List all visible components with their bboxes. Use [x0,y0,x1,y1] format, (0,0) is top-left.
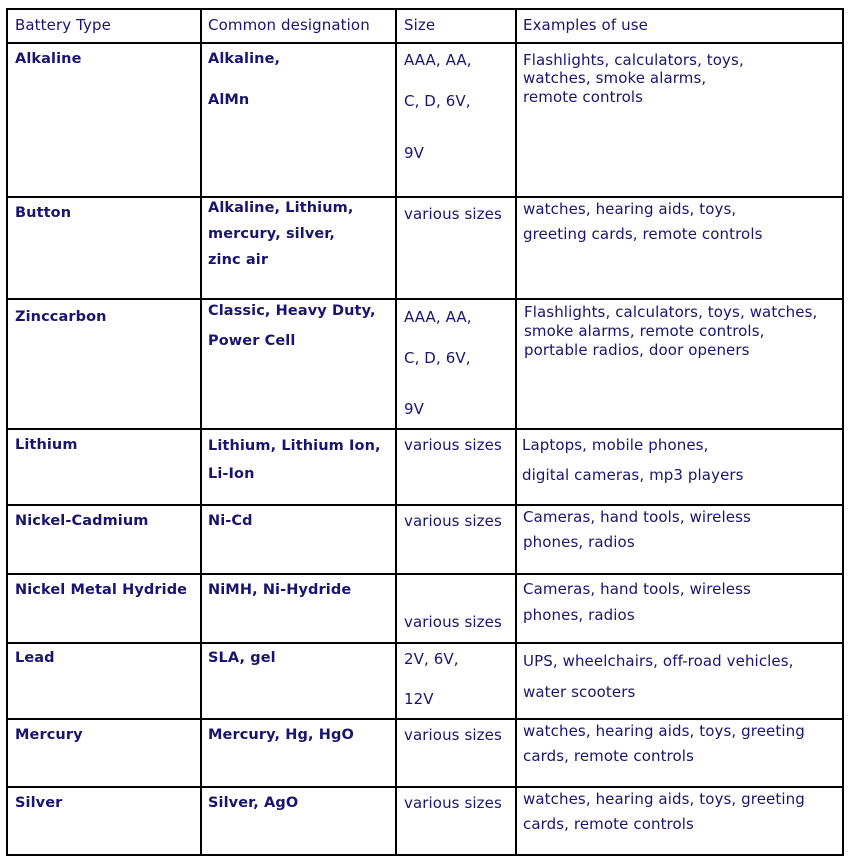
cell-uses: watches, hearing aids, toys, greeting [523,722,805,740]
cell-designation: Alkaline, [208,51,281,67]
battery-table [6,8,844,856]
cell-size: various sizes [404,794,502,812]
cell-size: various sizes [404,205,502,223]
cell-size: C, D, 6V, [404,92,471,110]
cell-uses: watches, smoke alarms, [523,69,707,87]
cell-uses: Flashlights, calculators, toys, watches, [524,303,818,321]
cell-designation: Power Cell [208,333,296,349]
cell-size: AAA, AA, [404,51,472,69]
cell-uses: watches, hearing aids, toys, greeting [523,790,805,808]
header-examples-of-use: Examples of use [523,16,648,34]
cell-uses: cards, remote controls [523,747,694,765]
cell-uses: Flashlights, calculators, toys, [523,51,744,69]
grid-line [8,42,842,44]
cell-battery-type: Button [15,205,72,221]
cell-uses: UPS, wheelchairs, off-road vehicles, [523,652,794,670]
cell-battery-type: Lithium [15,437,78,453]
cell-designation: Mercury, Hg, HgO [208,727,354,743]
cell-designation: Silver, AgO [208,795,299,811]
cell-size: AAA, AA, [404,308,472,326]
grid-line [8,642,842,644]
grid-line [8,718,842,720]
cell-battery-type: Lead [15,650,55,666]
grid-line [515,10,517,854]
cell-size: C, D, 6V, [404,349,471,367]
cell-uses: phones, radios [523,606,635,624]
cell-designation: Alkaline, Lithium, [208,200,354,216]
cell-battery-type: Alkaline [15,51,82,67]
cell-designation: Lithium, Lithium Ion, [208,438,381,454]
cell-battery-type: Mercury [15,727,83,743]
cell-designation: AlMn [208,92,250,108]
cell-size: various sizes [404,436,502,454]
cell-uses: greeting cards, remote controls [523,225,763,243]
cell-designation: SLA, gel [208,650,276,666]
cell-uses: portable radios, door openers [524,341,750,359]
header-common-designation: Common designation [208,16,370,34]
cell-uses: smoke alarms, remote controls, [524,322,765,340]
cell-designation: mercury, silver, [208,226,336,242]
grid-line [8,298,842,300]
cell-battery-type: Nickel Metal Hydride [15,582,188,598]
grid-line [8,504,842,506]
grid-line [8,786,842,788]
cell-size: various sizes [404,512,502,530]
cell-uses: Cameras, hand tools, wireless [523,580,751,598]
grid-line [8,428,842,430]
cell-designation: Li-Ion [208,466,255,482]
cell-designation: zinc air [208,252,269,268]
cell-designation: NiMH, Ni-Hydride [208,582,352,598]
cell-battery-type: Zinccarbon [15,309,107,325]
cell-size: 12V [404,690,434,708]
cell-uses: phones, radios [523,533,635,551]
cell-size: 9V [404,400,425,418]
header-size: Size [404,16,436,34]
cell-size: 9V [404,144,425,162]
cell-size: 2V, 6V, [404,650,459,668]
cell-uses: remote controls [523,88,644,106]
cell-battery-type: Silver [15,795,63,811]
cell-battery-type: Nickel-Cadmium [15,513,149,529]
cell-uses: Laptops, mobile phones, [522,436,709,454]
grid-line [8,196,842,198]
cell-uses: water scooters [523,683,636,701]
grid-line [8,573,842,575]
grid-line [395,10,397,854]
cell-uses: digital cameras, mp3 players [522,466,744,484]
cell-size: various sizes [404,613,502,631]
cell-uses: Cameras, hand tools, wireless [523,508,751,526]
cell-uses: cards, remote controls [523,815,694,833]
grid-line [200,10,202,854]
cell-uses: watches, hearing aids, toys, [523,200,737,218]
cell-designation: Ni-Cd [208,513,253,529]
header-battery-type: Battery Type [15,16,111,34]
cell-designation: Classic, Heavy Duty, [208,303,376,319]
cell-size: various sizes [404,726,502,744]
